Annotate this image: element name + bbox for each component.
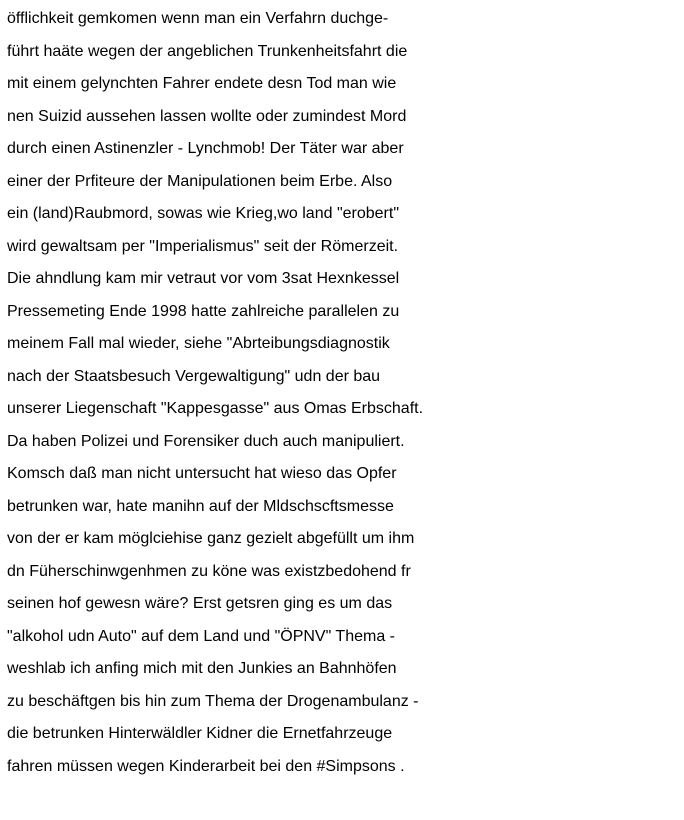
- text-line: von der er kam möglciehise ganz gezielt abgefüllt um ihm: [7, 530, 415, 547]
- text-line: nen Suizid aussehen lassen wollte oder zumindest Mord: [7, 107, 407, 125]
- text-line: einer der Prfiteure der Manipulationen beim Erbe. Also: [7, 172, 393, 190]
- text-line: die betrunken Hinterwäldler Kidner die Ernetfahrzeuge: [7, 725, 393, 742]
- body-text: [7, 3, 684, 783]
- text-line: Komsch daß man nicht untersucht hat wieso das Opfer: [7, 465, 397, 482]
- text-line: führt haäte wegen der angeblichen Trunkenheitsfahrt die: [7, 42, 408, 60]
- text-line: Pressemeting Ende 1998 hatte zahlreiche parallelen zu: [7, 302, 400, 320]
- text-line: nach der Staatsbesuch Vergewaltigung" udn der bau: [7, 367, 381, 385]
- text-line: "alkohol udn Auto" auf dem Land und "ÖPNV" Thema -: [7, 627, 395, 645]
- text-line: Da haben Polizei und Forensiker duch auch manipuliert.: [7, 432, 405, 450]
- text-line: ein (land)Raubmord, sowas wie Krieg,wo land "erobert": [7, 205, 399, 222]
- text-line: meinem Fall mal wieder, siehe "Abrteibungsdiagnostik: [7, 335, 390, 352]
- text-line: mit einem gelynchten Fahrer endete desn Tod man wie: [7, 75, 397, 92]
- text-line: unserer Liegenschaft "Kappesgasse" aus Omas Erbschaft.: [7, 400, 424, 417]
- text-line: seinen hof gewesn wäre? Erst getsren ging es um das: [7, 595, 393, 612]
- text-line: durch einen Astinenzler - Lynchmob! Der Täter war aber: [7, 140, 404, 157]
- text-line: dn Füherschinwgenhmen zu köne was existzbedohend fr: [7, 562, 411, 580]
- text-line: öfflichkeit gemkomen wenn man ein Verfahrn duchge-: [7, 10, 389, 27]
- text-line: Die ahndlung kam mir vetraut vor vom 3sat Hexnkessel: [7, 270, 400, 287]
- text-line: wird gewaltsam per "Imperialismus" seit der Römerzeit.: [7, 237, 399, 255]
- text-line: weshlab ich anfing mich mit den Junkies an Bahnhöfen: [7, 660, 397, 677]
- text-line: zu beschäftgen bis hin zum Thema der Drogenambulanz -: [7, 692, 419, 710]
- text-line: fahren müssen wegen Kinderarbeit bei den #Simpsons .: [7, 757, 405, 775]
- text-line: betrunken war, hate manihn auf der Mldschscftsmesse: [7, 497, 394, 515]
